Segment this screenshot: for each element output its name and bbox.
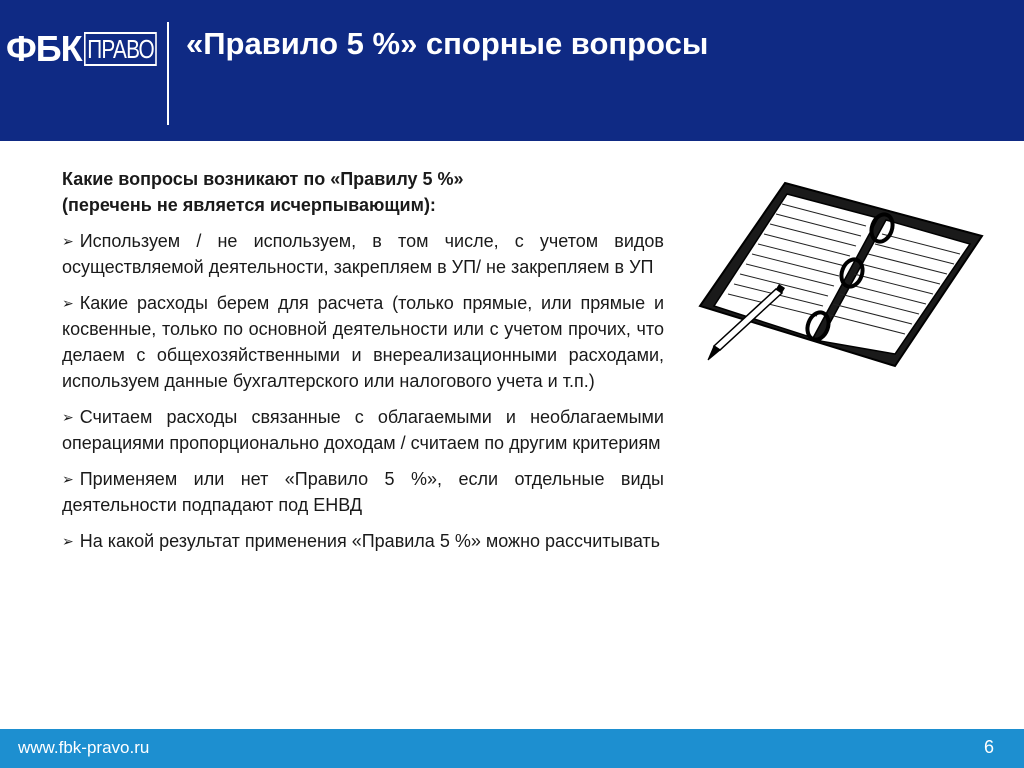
lead-line-2: (перечень не является исчерпывающим):: [62, 195, 436, 215]
bullet-item: [62, 290, 664, 394]
company-logo: [6, 29, 175, 69]
notebook-with-pencil-icon: [690, 178, 990, 368]
arrow-bullet-icon: ➢: [62, 409, 74, 425]
arrow-bullet-icon: ➢: [62, 533, 74, 549]
bullet-item: [62, 228, 664, 280]
bullet-text: Какие расходы берем для расчета (только прямые, или прямые и косвенные, только по основной деятельности или с учетом прочих, что делаем с общехозяйственными и внереализационными расходами, используем данные бухгалтерского или налогового учета и т.п.): [62, 293, 664, 391]
footer-bar: [0, 729, 1024, 768]
content-body: [62, 166, 664, 564]
lead-line-1: Какие вопросы возникают по «Правилу 5 %»: [62, 169, 464, 189]
slide-title: «Правило 5 %» спорные вопросы: [186, 26, 709, 61]
logo-pravo-text: ПРАВО: [84, 32, 157, 66]
header-divider: [167, 22, 169, 125]
lead-question: [62, 166, 664, 218]
bullet-item: [62, 466, 664, 518]
bullet-text: Применяем или нет «Правило 5 %», если отдельные виды деятельности подпадают под ЕНВД: [62, 469, 664, 515]
bullet-text: Считаем расходы связанные с облагаемыми и необлагаемыми операциями пропорционально доходам / считаем по другим критериям: [62, 407, 664, 453]
bullet-item: [62, 404, 664, 456]
bullet-text: Используем / не используем, в том числе, с учетом видов осуществляемой деятельности, закрепляем в УП/ не закрепляем в УП: [62, 231, 664, 277]
logo-fbk-text: ФБК: [6, 28, 82, 69]
website-link[interactable]: www.fbk-pravo.ru: [18, 738, 150, 757]
header-bar: [0, 0, 1024, 141]
bullet-text: На какой результат применения «Правила 5 %» можно рассчитывать: [79, 531, 661, 551]
page-number: 6: [983, 737, 994, 757]
arrow-bullet-icon: ➢: [62, 295, 74, 311]
bullet-item: [62, 528, 664, 554]
arrow-bullet-icon: ➢: [62, 471, 74, 487]
arrow-bullet-icon: ➢: [62, 233, 74, 249]
